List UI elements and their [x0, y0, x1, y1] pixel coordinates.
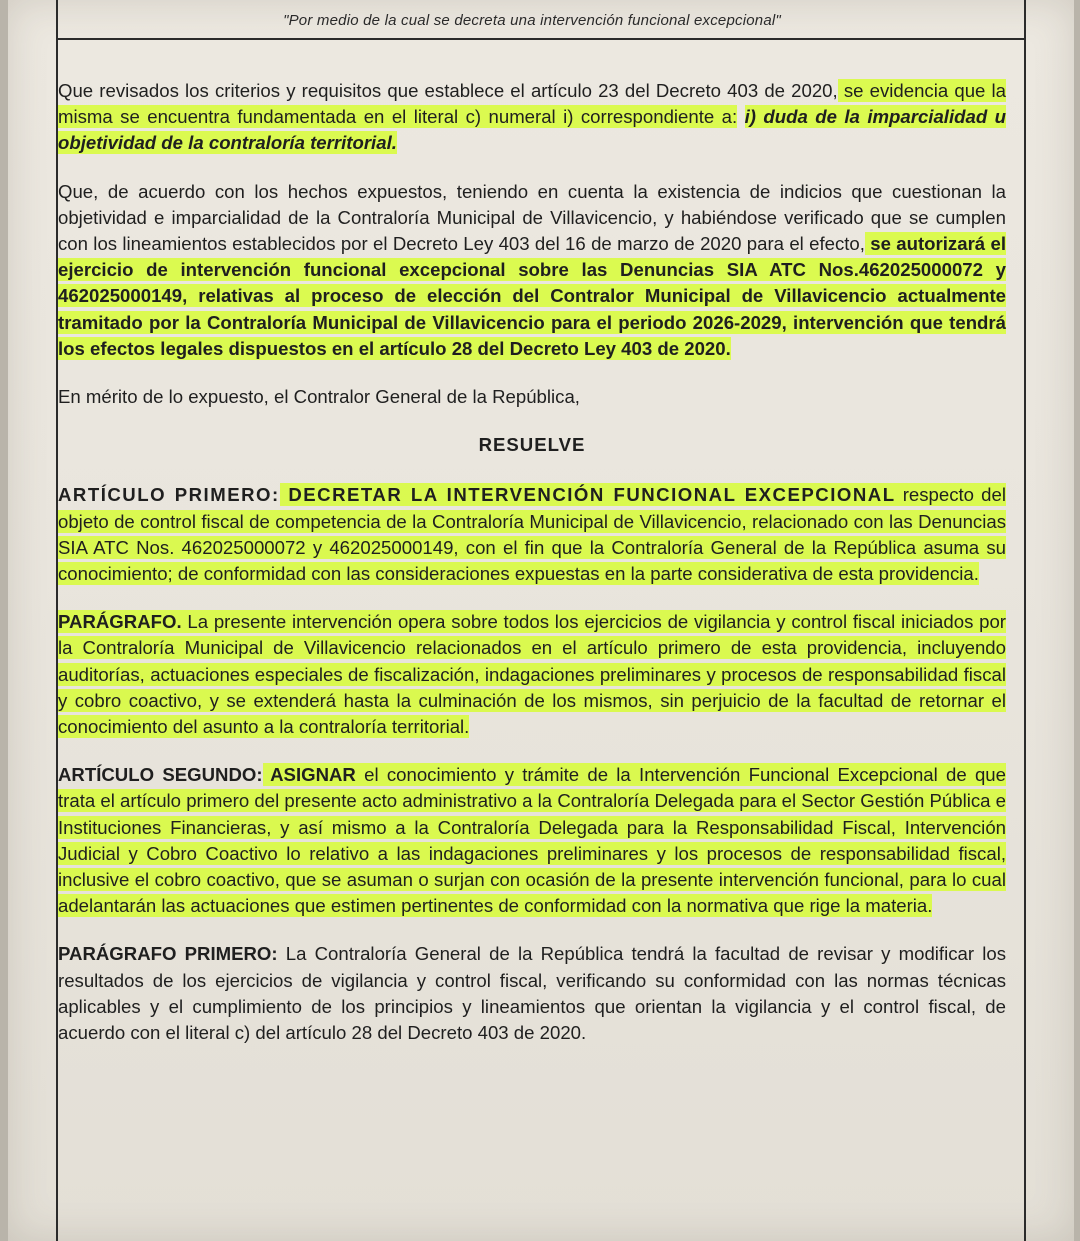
paragraph-criteria: [58, 78, 1006, 157]
paragraph-first-clause: [58, 941, 1006, 1046]
document-body: [58, 78, 1006, 1068]
criteria-highlight: se evidencia que la misma se encuentra fundamentada en el literal c) numeral i) correspondiente a:: [58, 80, 1007, 128]
article-second-assign: ASIGNAR: [262, 764, 356, 786]
resuelve-heading: RESUELVE: [478, 434, 586, 456]
article-first-decree: DECRETAR LA INTERVENCIÓN FUNCIONAL EXCEPCIONAL: [279, 484, 896, 506]
criteria-conclusion: i) duda de la imparcialidad u objetividad de la contraloría territorial.: [58, 106, 1006, 154]
article-first-text: respecto del objeto de control fiscal de competencia de la Contraloría Municipal de Villavicencio, relacionado con las Denuncias SIA ATC Nos. 462025000072 y 462025000149, con el fin que la Contraloría General de la República asuma su conocimiento; de conformidad con las consideraciones expuestas en la parte considerativa de esta providencia.: [58, 484, 1006, 585]
article-second-text: el conocimiento y trámite de la Intervención Funcional Excepcional de que trata el artículo primero del presente acto administrativo a la Contraloría Delegada para el Sector Gestión Pública e Instituciones Financieras, y así mismo a la Contraloría Delegada para la Responsabilidad Fiscal, Intervención Judicial y Cobro Coactivo lo relativo a las indagaciones preliminares y los procesos de responsabilidad fiscal, inclusive el cobro coactivo, que se asuman o surjan con ocasión de la presente intervención funcional, para lo cual adelantarán las actuaciones que estimen pertinentes de conformidad con la normativa que rige la materia.: [58, 764, 1006, 917]
paragraph-facts: [58, 179, 1006, 362]
paragraph-clause-text: La presente intervención opera sobre todos los ejercicios de vigilancia y control fiscal iniciados por la Contraloría Municipal de Villavicencio relacionados en el artículo primero de esta providencia, incluyendo auditorías, actuaciones especiales de fiscalización, indagaciones preliminares y procesos de responsabilidad fiscal y cobro coactivo, y se extenderá hasta la culminación de los mismos, sin perjuicio de la facultad de retornar el conocimiento del asunto a la contraloría territorial.: [58, 611, 1006, 738]
frame-right-border: [1024, 0, 1026, 1241]
criteria-text: Que revisados los criterios y requisitos que establece el artículo 23 del Decreto 403 de 2020,: [58, 80, 838, 101]
paragraph-clause-label: PARÁGRAFO.: [58, 611, 182, 633]
paragraph-first-label: PARÁGRAFO PRIMERO:: [58, 943, 278, 965]
paragraph-merit: En mérito de lo expuesto, el Contralor General de la República,: [58, 386, 580, 408]
article-second-label: ARTÍCULO SEGUNDO:: [58, 764, 263, 786]
paragraph-first-text: La Contraloría General de la República tendrá la facultad de revisar y modificar los resultados de los ejercicios de vigilancia y control fiscal, verificando su conformidad con las normas técnicas aplicables y el cumplimiento de los principios y lineamientos que orientan la vigilancia y el control fiscal, de acuerdo con el literal c) del artículo 28 del Decreto 403 de 2020.: [58, 943, 1006, 1044]
facts-authorization: se autorizará el ejercicio de intervención funcional excepcional sobre las Denuncias SIA ATC Nos.462025000072 y 462025000149, relativas al proceso de elección del Contralor Municipal de Villavicencio actualmente tramitado por la Contraloría Municipal de Villavicencio para el periodo 2026-2029, intervención que tendrá los efectos legales dispuestos en el artículo 28 del Decreto Ley 403 de 2020.: [58, 233, 1006, 359]
facts-text: Que, de acuerdo con los hechos expuestos, teniendo en cuenta la existencia de indicios que cuestionan la objetividad e imparcialidad de la Contraloría Municipal de Villavicencio, y habiéndose verificado que se cumplen con los lineamientos establecidos por el Decreto Ley 403 del 16 de marzo de 2020 para el efecto,: [58, 180, 1006, 255]
article-second: [58, 762, 1006, 919]
article-first: [58, 482, 1006, 587]
frame-top-border: [56, 38, 1024, 40]
article-first-label: ARTÍCULO PRIMERO:: [58, 484, 280, 506]
paragraph-clause: [58, 609, 1006, 740]
header-note: "Por medio de la cual se decreta una intervención funcional excepcional": [283, 12, 781, 29]
